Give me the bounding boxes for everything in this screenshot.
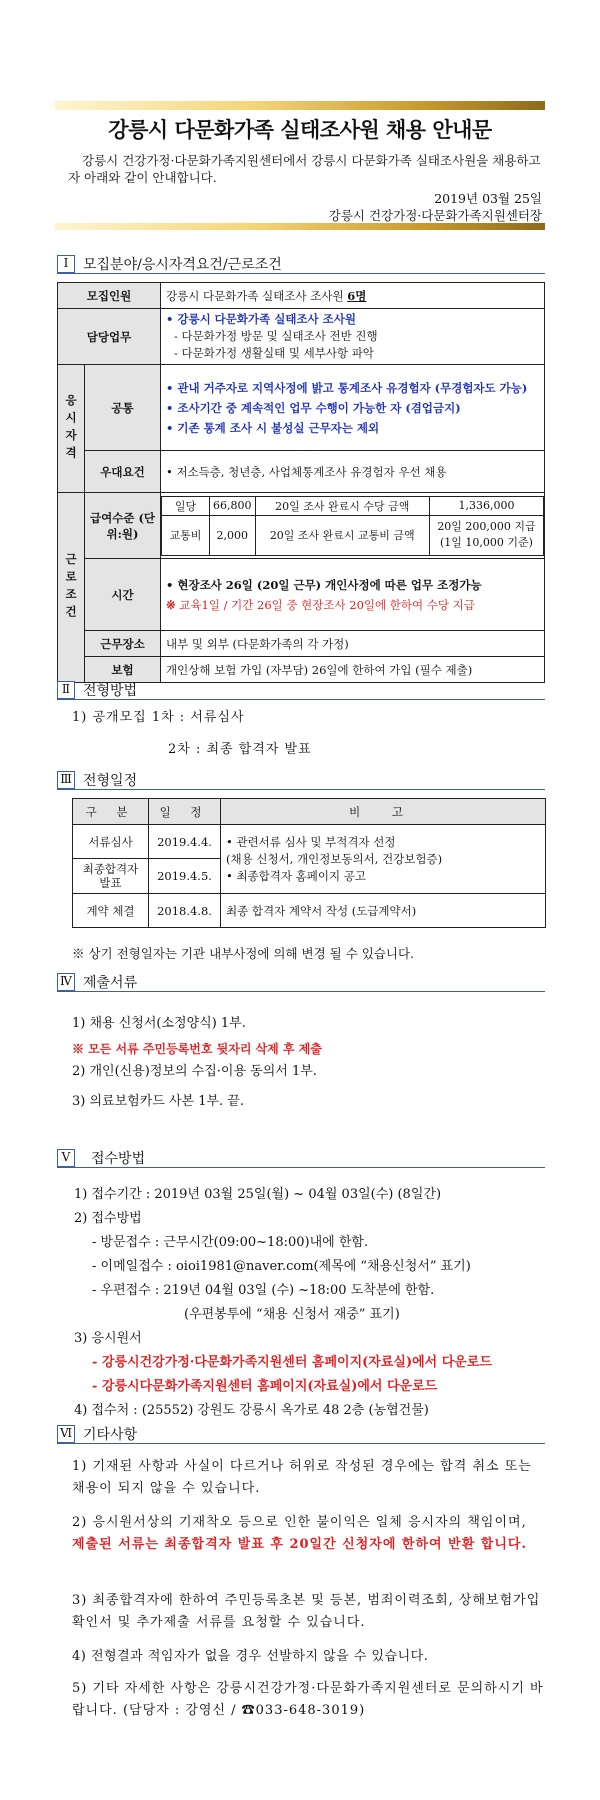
recruit-value: 강릉시 다문화가족 실태조사 조사원 6명 (161, 283, 545, 309)
schedule-date: 2019.4.4. (149, 825, 221, 859)
schedule-date: 2018.4.8. (149, 894, 221, 928)
selection-step-2: 2차 : 최종 합격자 발표 (168, 742, 312, 757)
section-3-header (57, 770, 545, 790)
mail-method: - 우편접수 : 219년 04월 03일 (수) ~18:00 도착분에 한함. (92, 1283, 435, 1298)
issuing-org: 강릉시 건강가정·다문화가족지원센터장 (328, 208, 542, 223)
application-period: 1) 접수기간 : 2019년 03월 25일(월) ~ 04월 03일(수) (8일간) (74, 1187, 442, 1202)
schedule-note: 최종 합격자 계약서 작성 (도급계약서) (221, 894, 546, 928)
place-value: 내부 및 외부 (다문화가족의 각 가정) (161, 631, 545, 657)
schedule-header: 구 분 (73, 799, 149, 825)
page-title: 강릉시 다문화가족 실태조사원 채용 안내문 (108, 118, 492, 142)
header-band-bottom (55, 223, 545, 230)
pay-table-cell (161, 493, 545, 559)
schedule-date: 2019.4.5. (149, 859, 221, 894)
schedule-name: 계약 체결 (73, 894, 149, 928)
section-number: Ⅱ (57, 681, 75, 699)
pay-cell: 20일 조사 완료시 교통비 금액 (255, 515, 430, 555)
section-number: Ⅰ (57, 255, 75, 273)
header-band-top (55, 101, 545, 110)
schedule-footnote: ※ 상기 전형일자는 기관 내부사정에 의해 변경 될 수 있습니다. (72, 946, 415, 961)
section-2-header (57, 680, 545, 700)
place-label: 근무장소 (85, 631, 161, 657)
mail-note: (우편봉투에 “채용 신청서 재중” 표기) (184, 1307, 400, 1322)
section-number: Ⅵ (57, 1425, 75, 1443)
section-number: Ⅴ (57, 1149, 75, 1167)
other-item-4: 4) 전형결과 적임자가 없을 경우 선발하지 않을 수 있습니다. (72, 1649, 429, 1664)
pay-table (161, 496, 544, 556)
selection-step-1: 1) 공개모집 1차 : 서류심사 (72, 710, 245, 725)
other-item-3: 3) 최종합격자에 한하여 주민등록초본 및 등본, 범죄이력조회, 상해보험가입 확인서 및 추가제출 서류를 요청할 수 있습니다. (72, 1593, 541, 1630)
qualification-label: 응시자격 (58, 365, 85, 493)
application-form: 3) 응시원서 (74, 1331, 142, 1346)
section-title: 모집분야/응시자격요건/근로조건 (83, 256, 282, 273)
other-item-1: 1) 기재된 사항과 사실이 다르거나 허위로 작성된 경우에는 합격 취소 또는 채용이 되지 않을 수 있습니다. (72, 1459, 532, 1496)
pay-cell: 교통비 (162, 515, 210, 555)
pay-cell: 20일 200,000 지급 (1일 10,000 기준) (430, 515, 544, 555)
recruit-label: 모집인원 (58, 283, 161, 309)
pay-label: 급여수준 (단위:원) (85, 493, 161, 559)
section-title: 전형방법 (83, 682, 138, 699)
schedule-table (72, 798, 546, 928)
visit-method: - 방문접수 : 근무시간(09:00~18:00)내에 한함. (92, 1235, 369, 1250)
email-method: - 이메일접수 : oioi1981@naver.com(제목에 “채용신청서” 표기) (92, 1259, 471, 1274)
section-5-header (57, 1148, 545, 1168)
section-title: 전형일정 (83, 772, 138, 789)
application-address: 4) 접수처 : (25552) 강원도 강릉시 옥가로 48 2층 (농협건물) (74, 1403, 429, 1418)
pay-cell: 20일 조사 완료시 수당 금액 (255, 496, 430, 515)
insurance-value: 개인상해 보험 가입 (자부담) 26일에 한하여 가입 (필수 제출) (161, 657, 545, 683)
section-title: 접수방법 (91, 1150, 146, 1167)
pay-cell: 2,000 (210, 515, 256, 555)
insurance-label: 보험 (85, 657, 161, 683)
application-method: 2) 접수방법 (74, 1211, 142, 1226)
section-title: 제출서류 (83, 974, 138, 991)
download-source-2: - 강릉시다문화가족지원센터 홈페이지(자료실)에서 다운로드 (92, 1379, 438, 1394)
document-notice: ※ 모든 서류 주민등록번호 뒷자리 삭제 후 제출 (72, 1042, 322, 1056)
section-number: Ⅲ (57, 771, 75, 789)
section-number: Ⅳ (57, 973, 75, 991)
intro-text: 강릉시 건강가정·다문화가족지원센터에서 강릉시 다문화가족 실태조사원을 채용하고자 아래와 같이 안내합니다. (68, 153, 541, 185)
schedule-header: 일 정 (149, 799, 221, 825)
preference-value: • 저소득층, 청년층, 사업체통계조사 유경험자 우선 채용 (161, 451, 545, 493)
duty-value: • 강릉시 다문화가족 실태조사 조사원 - 다문화가정 방문 및 실태조사 전반 진행 - 다문화가정 생활실태 및 세부사항 파악 (161, 309, 545, 365)
other-item-5: 5) 기타 자세한 사항은 강릉시건강가정·다문화가족지원센터로 문의하시기 바랍니다. (담당자 : 강영신 / ☎033-648-3019) (72, 1681, 544, 1718)
section-6-header (57, 1424, 545, 1444)
notice-date: 2019년 03월 25일 (434, 191, 542, 206)
preference-label: 우대요건 (85, 451, 161, 493)
document-item-1: 1) 채용 신청서(소정양식) 1부. (72, 1016, 246, 1031)
pay-cell: 66,800 (210, 496, 256, 515)
common-label: 공통 (85, 365, 161, 451)
duty-label: 담당업무 (58, 309, 161, 365)
schedule-name: 최종합격자 발표 (73, 859, 149, 894)
document-item-2: 2) 개인(신용)정보의 수집·이용 동의서 1부. (72, 1064, 317, 1079)
download-source-1: - 강릉시건강가정·다문화가족지원센터 홈페이지(자료실)에서 다운로드 (92, 1355, 492, 1370)
section-1-header (57, 254, 545, 274)
schedule-name: 서류심사 (73, 825, 149, 859)
other-item-2: 2) 응시원서상의 기재착오 등으로 인한 불이익은 일체 응시자의 책임이며, 제출된 서류는 최종합격자 발표 후 20일간 신청자에 한하여 반환 합니다. (72, 1515, 527, 1552)
section-4-header (57, 972, 545, 992)
schedule-note: • 관련서류 심사 및 부적격자 선정 (채용 신청서, 개인정보동의서, 건강보험증) • 최종합격자 홈페이지 공고 (221, 825, 546, 894)
pay-cell: 1,336,000 (430, 496, 544, 515)
work-conditions-label: 근로조건 (58, 493, 85, 683)
common-value: • 관내 거주자로 지역사정에 밝고 통계조사 유경험자 (무경험자도 가능) • 조사기간 중 계속적인 업무 수행이 가능한 자 (겸업금지) • 기존 통계 조사 시 불성실 근무자는 제외 (161, 365, 545, 451)
recruit-conditions-table (57, 282, 545, 683)
pay-cell: 일당 (162, 496, 210, 515)
document-item-3: 3) 의료보험카드 사본 1부. 끝. (72, 1094, 244, 1109)
time-label: 시간 (85, 559, 161, 631)
section-title: 기타사항 (83, 1426, 138, 1443)
time-value: • 현장조사 26일 (20일 근무) 개인사정에 따른 업무 조정가능 ※ 교육1일 / 기간 26일 중 현장조사 20일에 한하여 수당 지급 (161, 559, 545, 631)
schedule-header: 비 고 (221, 799, 546, 825)
